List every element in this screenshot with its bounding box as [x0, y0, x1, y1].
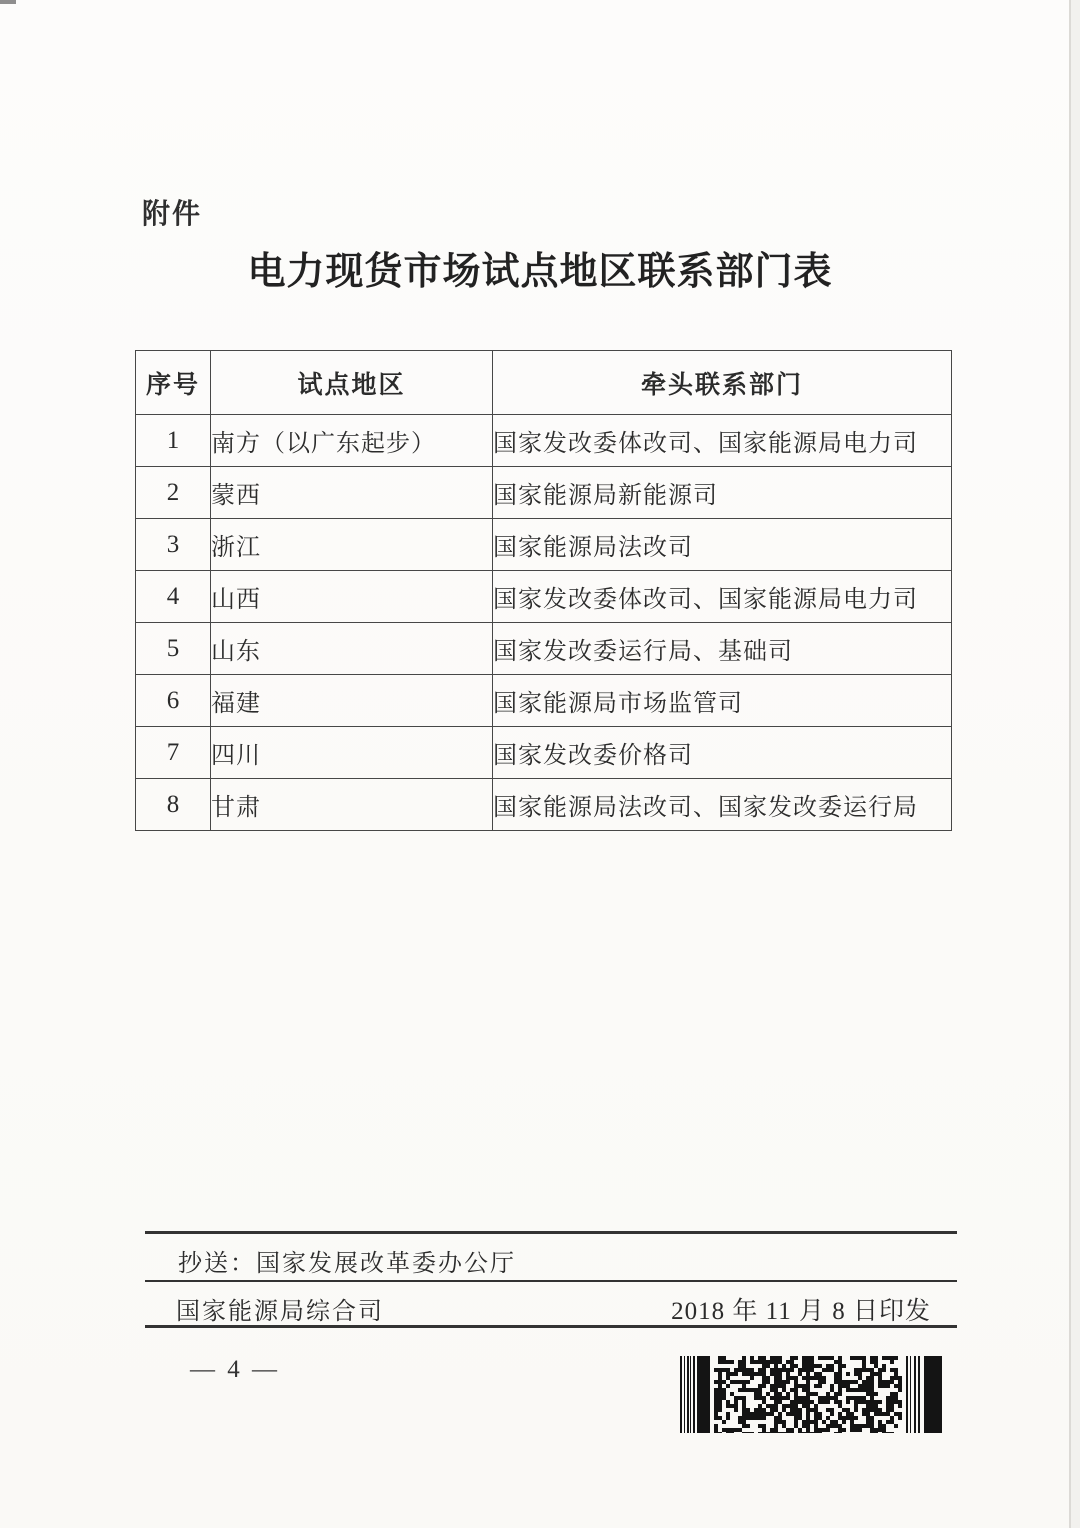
table-header-row	[136, 351, 952, 415]
scan-edge-strip	[1071, 0, 1080, 1528]
cell-region: 四川	[211, 727, 493, 779]
contact-table	[135, 350, 952, 831]
cell-region: 山西	[211, 571, 493, 623]
cell-no: 8	[136, 779, 211, 831]
cell-no: 4	[136, 571, 211, 623]
cell-no: 2	[136, 467, 211, 519]
cell-region: 浙江	[211, 519, 493, 571]
table-row	[136, 415, 952, 467]
footer-rule-top	[145, 1231, 957, 1234]
table-row	[136, 675, 952, 727]
cell-no: 6	[136, 675, 211, 727]
cell-department: 国家发改委运行局、基础司	[493, 623, 952, 675]
table-row	[136, 467, 952, 519]
issuer-name: 国家能源局综合司	[176, 1299, 384, 1325]
scan-artifact	[0, 0, 16, 4]
cell-region: 南方（以广东起步）	[211, 415, 493, 467]
table-row	[136, 519, 952, 571]
table-row	[136, 727, 952, 779]
page-number: — 4 —	[190, 1356, 280, 1383]
cell-department: 国家能源局法改司	[493, 519, 952, 571]
table-header-department: 牵头联系部门	[493, 351, 952, 415]
cell-department: 国家发改委体改司、国家能源局电力司	[493, 571, 952, 623]
table-header-region: 试点地区	[211, 351, 493, 415]
page-title: 电力现货市场试点地区联系部门表	[247, 251, 833, 293]
issue-date: 2018 年 11 月 8 日印发	[671, 1298, 931, 1325]
cell-region: 福建	[211, 675, 493, 727]
cell-no: 7	[136, 727, 211, 779]
attachment-label: 附件	[142, 198, 203, 229]
footer-rule-bottom	[145, 1325, 957, 1328]
barcode-2d-icon	[680, 1356, 942, 1433]
cell-region: 山东	[211, 623, 493, 675]
table-row	[136, 571, 952, 623]
cell-department: 国家能源局法改司、国家发改委运行局	[493, 779, 952, 831]
table-header-no: 序号	[136, 351, 211, 415]
cell-no: 5	[136, 623, 211, 675]
cell-department: 国家发改委价格司	[493, 727, 952, 779]
table-row	[136, 623, 952, 675]
cell-no: 1	[136, 415, 211, 467]
cell-region: 蒙西	[211, 467, 493, 519]
cell-department: 国家发改委体改司、国家能源局电力司	[493, 415, 952, 467]
cell-department: 国家能源局市场监管司	[493, 675, 952, 727]
table-row	[136, 779, 952, 831]
cell-no: 3	[136, 519, 211, 571]
footer-rule-middle	[145, 1280, 957, 1282]
cell-department: 国家能源局新能源司	[493, 467, 952, 519]
cc-line: 抄送：国家发展改革委办公厅	[178, 1251, 516, 1277]
cell-region: 甘肃	[211, 779, 493, 831]
